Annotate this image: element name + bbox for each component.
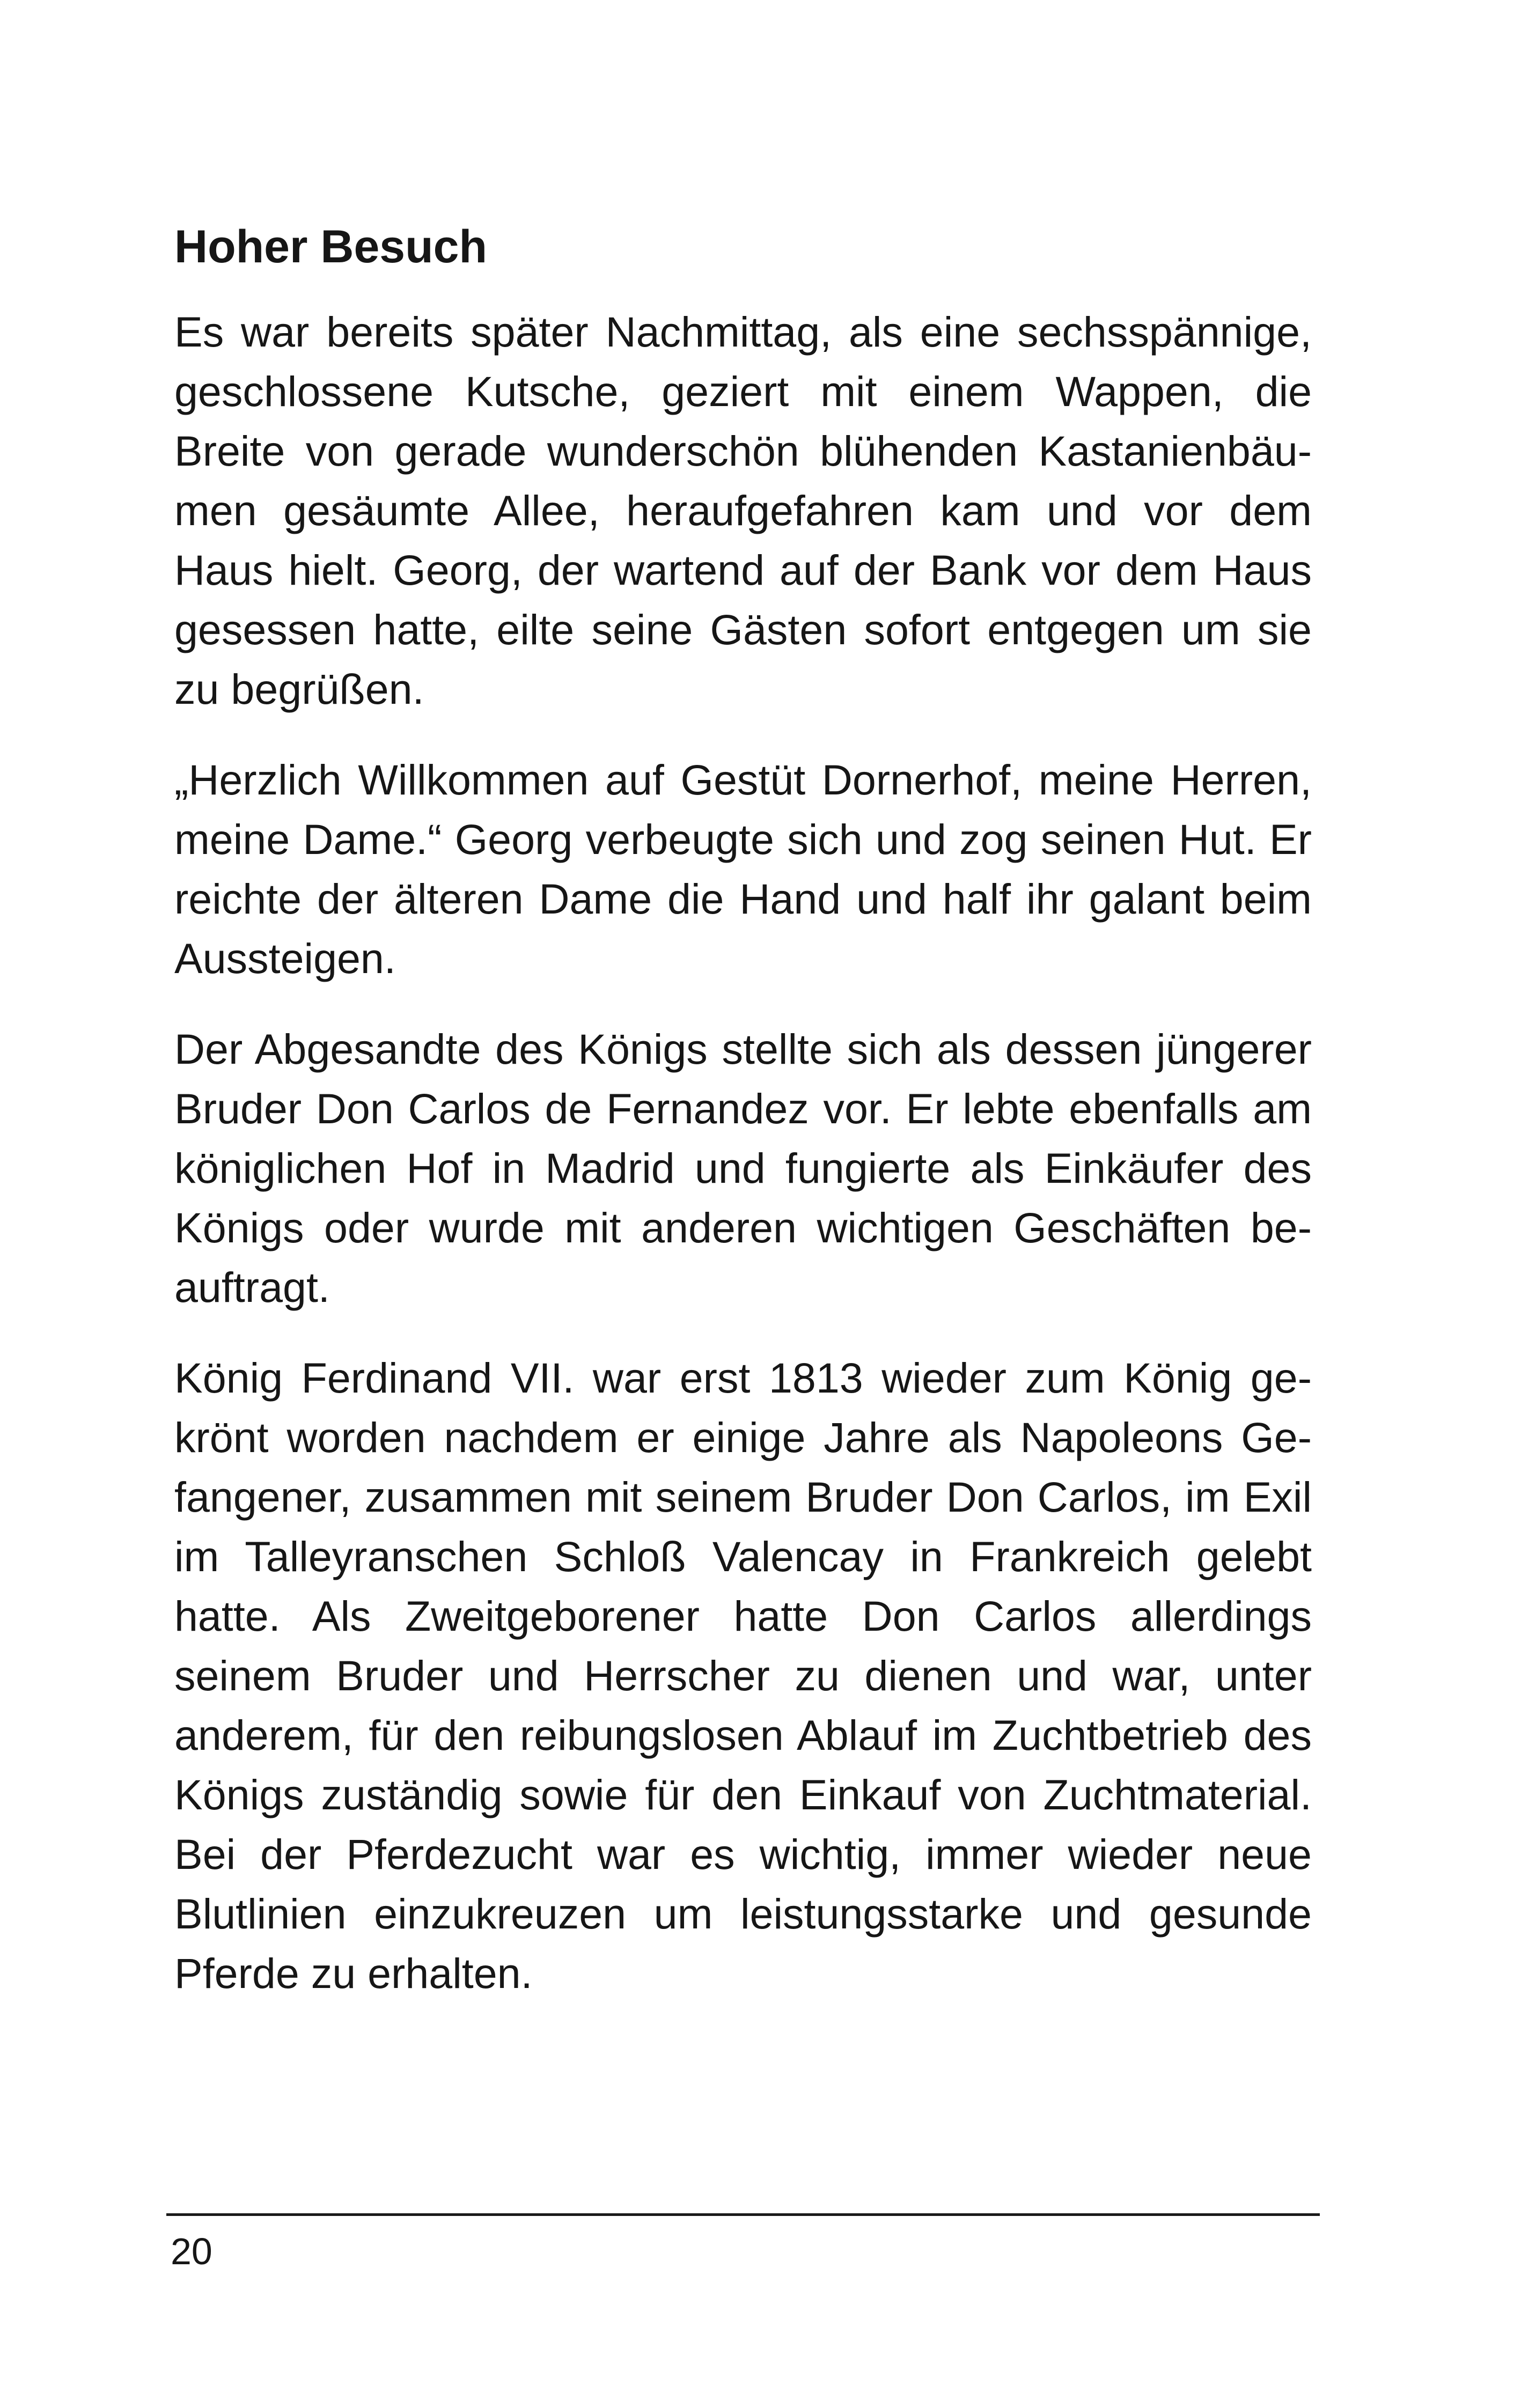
chapter-title: Hoher Besuch	[174, 221, 488, 273]
footer-divider	[166, 2213, 1320, 2216]
paragraph-4: König Ferdinand VII. war erst 1813 wieder zum König gekrönt worden nachdem er einige Jahre als Napoleons Gefangener, zusammen mit seinem Bruder Don Carlos, im Exil im Talleyranschen Schloß Valencay in Frankreich gelebt hatte. Als Zweitgeborener hatte Don Carlos allerdings seinem Bruder und Herrscher zu dienen und war, unter anderem, für den reibungslosen Ablauf im Zuchtbetrieb des Königs zuständig sowie für den Einkauf von Zuchtmaterial. Bei der Pferdezucht war es wichtig, immer wieder neue Blutlinien einzukreuzen um leistungsstarke und gesunde Pferde zu erhalten.	[174, 1354, 1312, 1997]
paragraph-2: „Herzlich Willkommen auf Gestüt Dornerhof, meine Herren, meine Dame.“ Georg verbeugte sich und zog seinen Hut. Er reichte der älteren Dame die Hand und half ihr galant beim Aussteigen.	[174, 756, 1312, 982]
page-number: 20	[171, 2230, 212, 2272]
paragraph-1: Es war bereits später Nachmittag, als eine sechsspännige, geschlossene Kutsche, geziert mit einem Wappen, die Breite von gerade wunderschön blühenden Kastanienbäumen gesäumte Allee, heraufgefahren kam und vor dem Haus hielt. Georg, der wartend auf der Bank vor dem Haus gesessen hatte, eilte seine Gästen sofort entgegen um sie zu begrüßen.	[174, 308, 1312, 713]
paragraph-3: Der Abgesandte des Königs stellte sich als dessen jüngerer Bruder Don Carlos de Fernandez vor. Er lebte ebenfalls am königlichen Hof in Madrid und fungierte als Einkäufer des Königs oder wurde mit anderen wichtigen Geschäften beauftragt.	[174, 1025, 1312, 1311]
page-content	[174, 217, 1312, 2034]
